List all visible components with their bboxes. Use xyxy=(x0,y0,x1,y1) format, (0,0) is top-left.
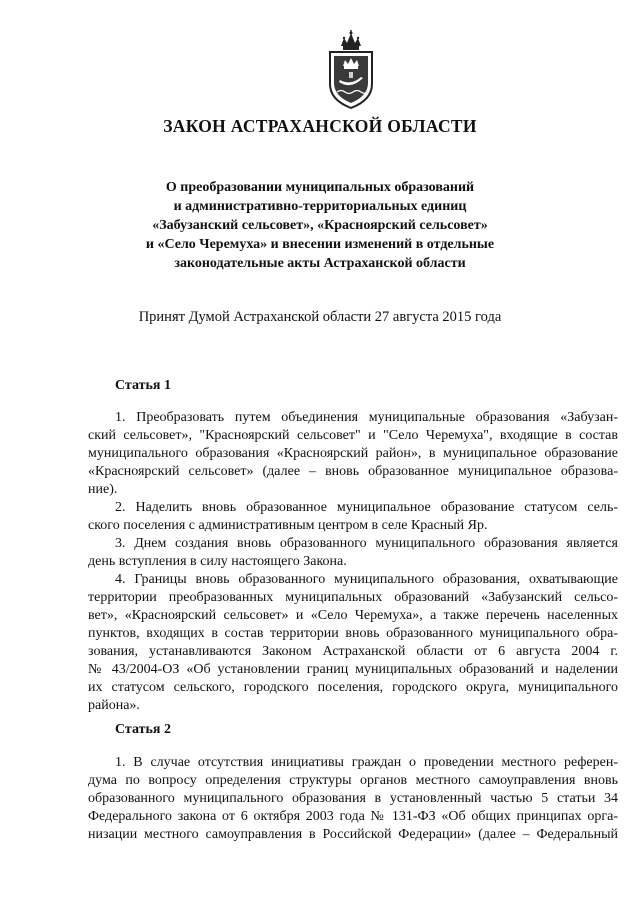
subtitle-line: законодательные акты Астраханской области xyxy=(174,256,466,271)
article-2-body xyxy=(88,754,618,844)
text-line: низации местного самоуправления в Российской Федерации» (далее – Федеральный xyxy=(88,827,618,842)
article-1-heading: Статья 1 xyxy=(115,378,171,393)
text-line: ский сельсовет», "Красноярский сельсовет" и "Село Черемуха", входящие в состав xyxy=(88,428,618,443)
law-subtitle xyxy=(90,178,550,273)
text-line: их статусом сельского, городского поселения, городского округа, муниципального xyxy=(88,680,618,695)
text-line: «Красноярский сельсовет» (далее – вновь образованное муниципальное образова- xyxy=(88,464,618,479)
subtitle-line: О преобразовании муниципальных образований xyxy=(165,180,475,195)
text-line: пунктов, входящих в состав территории вновь образованного муниципального обра- xyxy=(88,626,618,641)
text-line: № 43/2004-ОЗ «Об установлении границ муниципальных образований и наделении xyxy=(88,662,618,677)
law-title: ЗАКОН АСТРАХАНСКОЙ ОБЛАСТИ xyxy=(163,116,477,136)
text-line: Федерального закона от 6 октября 2003 года № 131-ФЗ «Об общих принципах орга- xyxy=(88,809,618,824)
text-line: муниципального образования «Красноярский район», в муниципальное образование xyxy=(88,446,618,461)
text-line: ние). xyxy=(88,482,118,497)
text-line: территории преобразованных муниципальных образований «Забузанский сельсо- xyxy=(88,590,618,605)
adoption-statement: Принят Думой Астраханской области 27 августа 2015 года xyxy=(138,309,502,325)
text-line: ского поселения с административным центром в селе Красный Яр. xyxy=(88,518,488,533)
subtitle-line: и «Село Черемуха» и внесении изменений в отдельные xyxy=(145,237,495,252)
text-line: 3. Днем создания вновь образованного муниципального образования является xyxy=(115,536,618,551)
article-1-body xyxy=(88,409,618,715)
subtitle-line: и административно-территориальных единиц xyxy=(173,199,467,214)
text-line: день вступления в силу настоящего Закона. xyxy=(88,554,347,569)
text-line: образованного муниципального образования в установленный частью 5 статьи 34 xyxy=(88,791,618,806)
subtitle-line: «Забузанский сельсовет», «Красноярский сельсовет» xyxy=(152,218,488,233)
text-line: 4. Границы вновь образованного муниципального образования, охватывающие xyxy=(115,572,618,587)
article-2-heading: Статья 2 xyxy=(115,722,171,737)
text-line: 1. Преобразовать путем объединения муниципальные образования «Забузан- xyxy=(115,410,618,425)
text-line: вет», «Красноярский сельсовет» и «Село Черемуха», а также перечень населенных xyxy=(88,608,618,623)
text-line: 1. В случае отсутствия инициативы граждан о проведении местного референ- xyxy=(115,755,618,770)
text-line: 2. Наделить вновь образованное муниципальное образование статусом сель- xyxy=(115,500,618,515)
text-line: дума по вопросу определения структуры органов местного самоуправления вновь xyxy=(88,773,618,788)
text-line: района». xyxy=(88,698,140,713)
coat-of-arms-icon xyxy=(326,30,376,110)
text-line: зования, устанавливаются Законом Астраханской области от 6 августа 2004 г. xyxy=(88,644,618,659)
